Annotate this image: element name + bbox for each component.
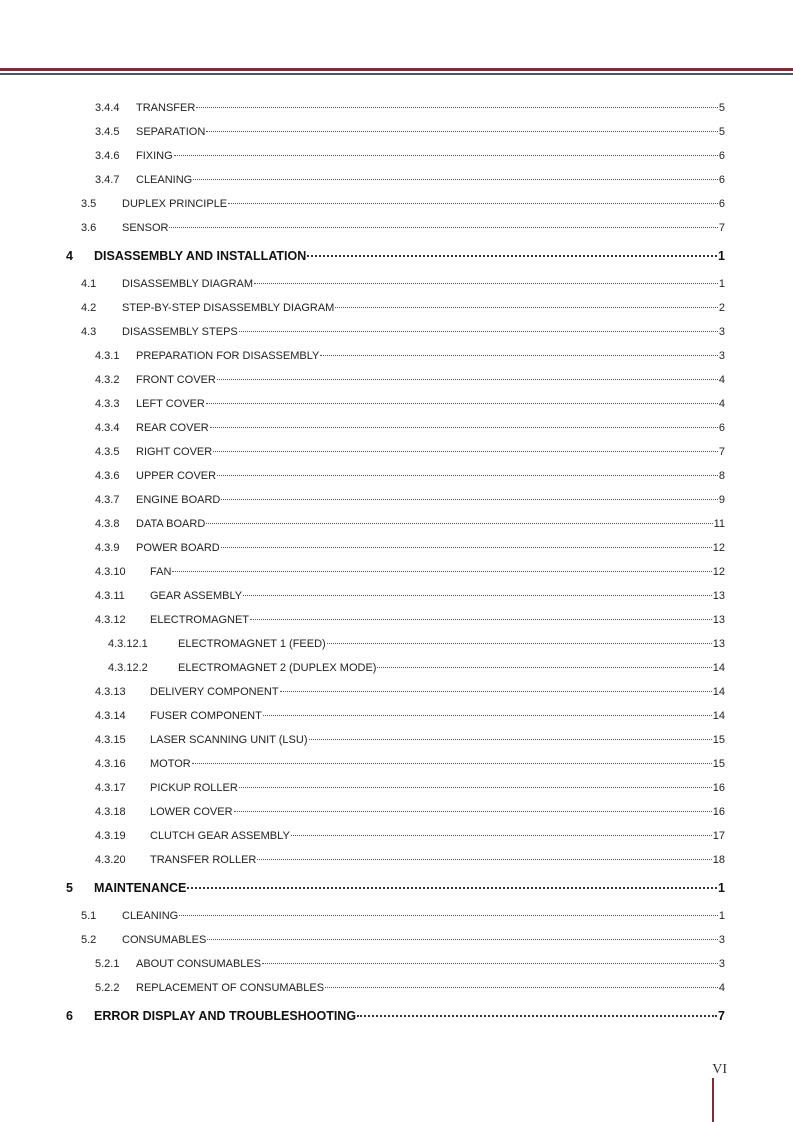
toc-entry-number: 4.3.8 — [95, 518, 120, 530]
toc-dot-leader — [263, 715, 712, 716]
toc-dot-leader — [217, 379, 718, 380]
toc-dot-leader — [357, 1015, 717, 1017]
toc-dot-leader — [377, 667, 711, 668]
toc-dot-leader — [193, 179, 718, 180]
toc-entry-page: 15 — [712, 734, 725, 746]
toc-entry-title: ABOUT CONSUMABLES — [136, 958, 262, 970]
toc-dot-leader — [239, 331, 718, 332]
toc-entry[interactable] — [0, 216, 793, 240]
toc-entry-page: 5 — [718, 102, 725, 114]
toc-entry-title: PICKUP ROLLER — [150, 782, 238, 794]
toc-entry[interactable] — [0, 952, 793, 976]
toc-entry[interactable] — [0, 776, 793, 800]
toc-dot-leader — [179, 915, 718, 916]
toc-entry-number: 4.3.12.1 — [108, 638, 148, 650]
toc-entry[interactable] — [0, 240, 793, 272]
toc-entry-number: 4.3.16 — [95, 758, 126, 770]
toc-dot-leader — [187, 887, 717, 889]
toc-entry-page: 7 — [718, 1009, 725, 1023]
toc-entry-page: 2 — [718, 302, 725, 314]
toc-entry[interactable] — [0, 368, 793, 392]
toc-dot-leader — [206, 403, 718, 404]
toc-entry-number: 4.3.2 — [95, 374, 120, 386]
toc-entry-title: GEAR ASSEMBLY — [150, 590, 243, 602]
toc-entry-number: 5 — [66, 881, 73, 895]
toc-entry-title: LOWER COVER — [150, 806, 233, 818]
toc-entry-title: SEPARATION — [136, 126, 206, 138]
toc-entry-number: 4.3.10 — [95, 566, 126, 578]
toc-entry-title: CLEANING — [122, 910, 179, 922]
toc-entry-number: 5.2 — [81, 934, 97, 946]
toc-entry-page: 13 — [712, 614, 725, 626]
toc-entry-page: 16 — [712, 806, 725, 818]
toc-dot-leader — [228, 203, 718, 204]
toc-entry-page: 4 — [718, 398, 725, 410]
toc-entry-title: DATA BOARD — [136, 518, 206, 530]
toc-entry-page: 13 — [712, 638, 725, 650]
toc-entry[interactable] — [0, 928, 793, 952]
toc-entry[interactable] — [0, 464, 793, 488]
toc-dot-leader — [243, 595, 712, 596]
toc-entry[interactable] — [0, 192, 793, 216]
toc-entry[interactable] — [0, 392, 793, 416]
table-of-contents — [0, 96, 793, 1032]
toc-entry-number: 4.3.6 — [95, 470, 120, 482]
toc-entry-page: 12 — [712, 542, 725, 554]
toc-entry-title: CLUTCH GEAR ASSEMBLY — [150, 830, 290, 842]
toc-entry-title: STEP-BY-STEP DISASSEMBLY DIAGRAM — [122, 302, 335, 314]
toc-entry-number: 5.2.2 — [95, 982, 120, 994]
toc-entry-page: 6 — [718, 198, 725, 210]
toc-entry-title: DISASSEMBLY STEPS — [122, 326, 238, 338]
toc-dot-leader — [280, 691, 712, 692]
toc-entry[interactable] — [0, 120, 793, 144]
toc-entry-page: 6 — [718, 150, 725, 162]
toc-entry-number: 3.4.7 — [95, 174, 120, 186]
toc-entry[interactable] — [0, 536, 793, 560]
toc-entry[interactable] — [0, 440, 793, 464]
toc-entry-title: ELECTROMAGNET 1 (FEED) — [178, 638, 326, 650]
toc-entry[interactable] — [0, 848, 793, 872]
toc-entry[interactable] — [0, 680, 793, 704]
toc-entry-page: 5 — [718, 126, 725, 138]
toc-entry-number: 4.3.20 — [95, 854, 126, 866]
toc-entry[interactable] — [0, 656, 793, 680]
toc-entry-title: FRONT COVER — [136, 374, 216, 386]
toc-entry-page: 4 — [718, 982, 725, 994]
toc-entry-title: UPPER COVER — [136, 470, 217, 482]
toc-entry[interactable] — [0, 168, 793, 192]
toc-entry-page: 16 — [712, 782, 725, 794]
toc-entry-page: 7 — [718, 446, 725, 458]
toc-entry-number: 4.3.12 — [95, 614, 126, 626]
toc-entry-number: 5.2.1 — [95, 958, 120, 970]
toc-entry-number: 4.3.9 — [95, 542, 120, 554]
toc-entry[interactable] — [0, 728, 793, 752]
toc-entry-number: 4.3.15 — [95, 734, 126, 746]
toc-entry[interactable] — [0, 752, 793, 776]
toc-entry-title: LASER SCANNING UNIT (LSU) — [150, 734, 308, 746]
toc-entry-page: 4 — [718, 374, 725, 386]
toc-entry[interactable] — [0, 320, 793, 344]
toc-entry-page: 14 — [712, 710, 725, 722]
toc-dot-leader — [206, 131, 718, 132]
toc-dot-leader — [239, 787, 712, 788]
toc-entry-page: 13 — [712, 590, 725, 602]
toc-entry-number: 4.3.19 — [95, 830, 126, 842]
toc-dot-leader — [196, 107, 718, 108]
toc-dot-leader — [257, 859, 711, 860]
toc-dot-leader — [262, 963, 718, 964]
toc-entry[interactable] — [0, 824, 793, 848]
header-rule-gray — [0, 73, 793, 75]
toc-entry[interactable] — [0, 1000, 793, 1032]
toc-entry-number: 3.4.4 — [95, 102, 120, 114]
header-rule-red — [0, 68, 793, 71]
toc-entry-page: 6 — [718, 422, 725, 434]
toc-entry[interactable] — [0, 96, 793, 120]
toc-entry-title: ELECTROMAGNET — [150, 614, 250, 626]
toc-entry-title: FUSER COMPONENT — [150, 710, 262, 722]
toc-entry-title: CONSUMABLES — [122, 934, 207, 946]
toc-dot-leader — [174, 155, 718, 156]
toc-entry-title: ELECTROMAGNET 2 (DUPLEX MODE) — [178, 662, 377, 674]
toc-entry-title: SENSOR — [122, 222, 169, 234]
toc-entry-number: 4.3.13 — [95, 686, 126, 698]
toc-entry-number: 4.3.12.2 — [108, 662, 148, 674]
toc-entry-title: REPLACEMENT OF CONSUMABLES — [136, 982, 325, 994]
toc-dot-leader — [213, 451, 718, 452]
toc-entry-title: DELIVERY COMPONENT — [150, 686, 279, 698]
toc-entry-number: 3.4.6 — [95, 150, 120, 162]
toc-entry-title: FAN — [150, 566, 172, 578]
toc-entry-page: 14 — [712, 686, 725, 698]
toc-entry[interactable] — [0, 344, 793, 368]
toc-entry-title: RIGHT COVER — [136, 446, 213, 458]
toc-entry-number: 4.3.7 — [95, 494, 120, 506]
toc-entry-title: CLEANING — [136, 174, 193, 186]
toc-entry[interactable] — [0, 704, 793, 728]
toc-entry-number: 4.3.18 — [95, 806, 126, 818]
toc-dot-leader — [254, 283, 718, 284]
toc-entry-title: MAINTENANCE — [94, 881, 187, 895]
toc-dot-leader — [210, 427, 718, 428]
toc-dot-leader — [325, 987, 718, 988]
toc-entry[interactable] — [0, 976, 793, 1000]
toc-entry[interactable] — [0, 904, 793, 928]
toc-entry[interactable] — [0, 632, 793, 656]
toc-dot-leader — [320, 355, 718, 356]
toc-dot-leader — [172, 571, 711, 572]
toc-entry-title: FIXING — [136, 150, 173, 162]
toc-dot-leader — [307, 255, 717, 257]
toc-entry-number: 4.1 — [81, 278, 97, 290]
toc-entry-title: MOTOR — [150, 758, 191, 770]
toc-entry-title: DISASSEMBLY AND INSTALLATION — [94, 249, 307, 263]
toc-entry-page: 3 — [718, 326, 725, 338]
toc-entry-title: REAR COVER — [136, 422, 209, 434]
toc-dot-leader — [309, 739, 712, 740]
toc-entry-page: 7 — [718, 222, 725, 234]
toc-entry-page: 12 — [712, 566, 725, 578]
toc-entry[interactable] — [0, 800, 793, 824]
toc-entry-number: 4.3.4 — [95, 422, 120, 434]
toc-entry-number: 6 — [66, 1009, 73, 1023]
footer-accent-bar — [712, 1078, 714, 1122]
toc-entry-page: 17 — [712, 830, 725, 842]
toc-entry-title: TRANSFER — [136, 102, 196, 114]
toc-dot-leader — [206, 523, 712, 524]
toc-entry-page: 11 — [713, 518, 725, 530]
toc-entry[interactable] — [0, 416, 793, 440]
toc-dot-leader — [221, 499, 718, 500]
toc-entry-title: ENGINE BOARD — [136, 494, 221, 506]
toc-entry[interactable] — [0, 144, 793, 168]
toc-entry-number: 4.3.1 — [95, 350, 120, 362]
toc-entry-number: 4.3.17 — [95, 782, 126, 794]
toc-entry[interactable] — [0, 584, 793, 608]
toc-entry-number: 4.3.3 — [95, 398, 120, 410]
toc-entry-number: 3.6 — [81, 222, 97, 234]
toc-entry-page: 9 — [718, 494, 725, 506]
toc-entry-page: 3 — [718, 958, 725, 970]
toc-entry[interactable] — [0, 296, 793, 320]
toc-entry[interactable] — [0, 872, 793, 904]
toc-dot-leader — [291, 835, 712, 836]
toc-entry-title: DUPLEX PRINCIPLE — [122, 198, 228, 210]
toc-entry[interactable] — [0, 560, 793, 584]
toc-entry-page: 6 — [718, 174, 725, 186]
toc-entry-number: 4.3.5 — [95, 446, 120, 458]
toc-dot-leader — [221, 547, 712, 548]
toc-entry-number: 5.1 — [81, 910, 97, 922]
toc-dot-leader — [234, 811, 712, 812]
toc-entry-page: 8 — [718, 470, 725, 482]
toc-entry-title: DISASSEMBLY DIAGRAM — [122, 278, 254, 290]
toc-entry-number: 3.4.5 — [95, 126, 120, 138]
page-number: VI — [712, 1062, 727, 1077]
toc-dot-leader — [250, 619, 712, 620]
toc-entry-page: 1 — [718, 881, 725, 895]
toc-entry-title: ERROR DISPLAY AND TROUBLESHOOTING — [94, 1009, 357, 1023]
toc-entry-number: 4.3.14 — [95, 710, 126, 722]
toc-dot-leader — [169, 227, 717, 228]
toc-entry[interactable] — [0, 512, 793, 536]
toc-entry-number: 4.3.11 — [95, 590, 125, 602]
toc-entry-number: 3.5 — [81, 198, 97, 210]
toc-entry-number: 4.3 — [81, 326, 97, 338]
toc-entry-title: PREPARATION FOR DISASSEMBLY — [136, 350, 320, 362]
toc-dot-leader — [207, 939, 718, 940]
toc-entry-number: 4.2 — [81, 302, 97, 314]
toc-entry-title: LEFT COVER — [136, 398, 205, 410]
toc-entry-page: 15 — [712, 758, 725, 770]
toc-entry-page: 3 — [718, 350, 725, 362]
toc-entry[interactable] — [0, 272, 793, 296]
toc-entry-page: 3 — [718, 934, 725, 946]
toc-dot-leader — [327, 643, 712, 644]
toc-entry-number: 4 — [66, 249, 73, 263]
toc-dot-leader — [192, 763, 712, 764]
toc-entry-page: 18 — [712, 854, 725, 866]
toc-entry-page: 1 — [718, 910, 725, 922]
toc-dot-leader — [335, 307, 718, 308]
toc-entry-title: TRANSFER ROLLER — [150, 854, 257, 866]
toc-dot-leader — [217, 475, 718, 476]
toc-entry-title: POWER BOARD — [136, 542, 220, 554]
toc-entry[interactable] — [0, 608, 793, 632]
toc-entry-page: 1 — [718, 278, 725, 290]
toc-entry-page: 1 — [718, 249, 725, 263]
toc-entry[interactable] — [0, 488, 793, 512]
toc-entry-page: 14 — [712, 662, 725, 674]
